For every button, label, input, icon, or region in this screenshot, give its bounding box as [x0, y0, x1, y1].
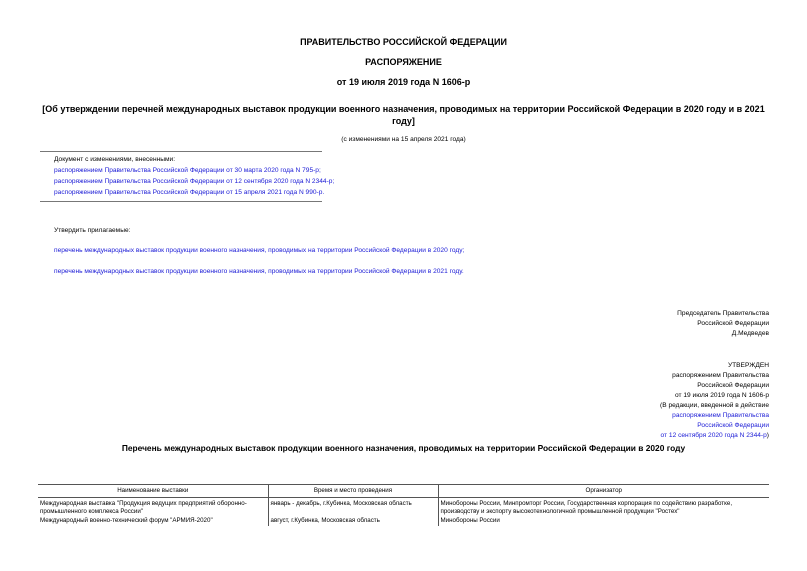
- cell-organizer: Минобороны России, Минпромторг России, Государственная корпорация по содействию разработке, производству и экспорту высокотехнологичной промышленной продукции "Ростех": [438, 497, 769, 516]
- table-header-row: [38, 485, 769, 498]
- table-row: [38, 497, 769, 516]
- list-link-2021[interactable]: перечень международных выставок продукции военного назначения, проводимых на территории Российской Федерации в 2021 году.: [54, 268, 464, 275]
- document-type: РАСПОРЯЖЕНИЕ: [365, 57, 442, 67]
- column-header-time-place: Время и место проведения: [268, 485, 438, 498]
- change-link-1[interactable]: распоряжением Правительства Российской Федерации от 30 марта 2020 года N 795-р;: [54, 167, 321, 174]
- changes-intro: Документ с изменениями, внесенными:: [54, 156, 176, 163]
- signature-line-2: Российской Федерации: [697, 320, 769, 327]
- document-title: [Об утверждении перечней международных выставок продукции военного назначения, проводимых на территории Российской Федерации в 2020 году и в 2021 году]: [42, 104, 765, 126]
- document-date-number: от 19 июля 2019 года N 1606-р: [336, 77, 471, 87]
- change-link-2[interactable]: распоряжением Правительства Российской Федерации от 12 сентября 2020 года N 2344-р;: [54, 178, 335, 185]
- approved-line-3: от 19 июля 2019 года N 1606-р: [674, 392, 769, 399]
- approved-close-paren: ): [766, 432, 769, 439]
- column-header-name: Наименование выставки: [117, 487, 189, 494]
- approved-line-2: Российской Федерации: [697, 382, 769, 389]
- cell-name: Международный военно-технический форум "АРМИЯ-2020": [40, 517, 213, 525]
- cell-time-place: август, г.Кубинка, Московская область: [268, 516, 438, 526]
- amendments-note: (с изменениями на 15 апреля 2021 года): [341, 136, 466, 143]
- list-link-2020[interactable]: перечень международных выставок продукции военного назначения, проводимых на территории Российской Федерации в 2020 году;: [54, 247, 465, 254]
- approved-link-3[interactable]: от 12 сентября 2020 года N 2344-р: [660, 432, 767, 439]
- change-link-3[interactable]: распоряжением Правительства Российской Федерации от 15 апреля 2021 года N 990-р.: [54, 189, 325, 196]
- changes-box-top-rule: [40, 151, 322, 152]
- table-row: [38, 516, 769, 526]
- approved-link-3-wrap: [661, 432, 769, 439]
- approved-title: УТВЕРЖДЕН: [727, 362, 769, 369]
- approved-link-1[interactable]: распоряжением Правительства: [672, 412, 769, 419]
- cell-name: Международная выставка "Продукция ведущих предприятий оборонно-промышленного комплекса России": [40, 499, 247, 515]
- approved-line-1: распоряжением Правительства: [672, 372, 769, 379]
- signature-name: Д.Медведев: [731, 330, 769, 337]
- cell-organizer: Минобороны России: [438, 516, 769, 526]
- approved-line-4: (В редакции, введенной в действие: [660, 402, 769, 409]
- signature-line-1: Председатель Правительства: [677, 310, 769, 317]
- column-header-organizer: Организатор: [438, 485, 769, 498]
- cell-time-place: январь - декабрь, г.Кубинка, Московская область: [268, 497, 438, 516]
- approved-link-2[interactable]: Российской Федерации: [697, 422, 769, 429]
- organization-heading: ПРАВИТЕЛЬСТВО РОССИЙСКОЙ ФЕДЕРАЦИИ: [300, 37, 507, 47]
- approve-text: Утвердить прилагаемые:: [54, 227, 131, 234]
- list-title: Перечень международных выставок продукции военного назначения, проводимых на территории Российской Федерации в 2020 году: [121, 443, 686, 453]
- exhibitions-table: [38, 484, 769, 526]
- changes-box-bottom-rule: [40, 201, 322, 202]
